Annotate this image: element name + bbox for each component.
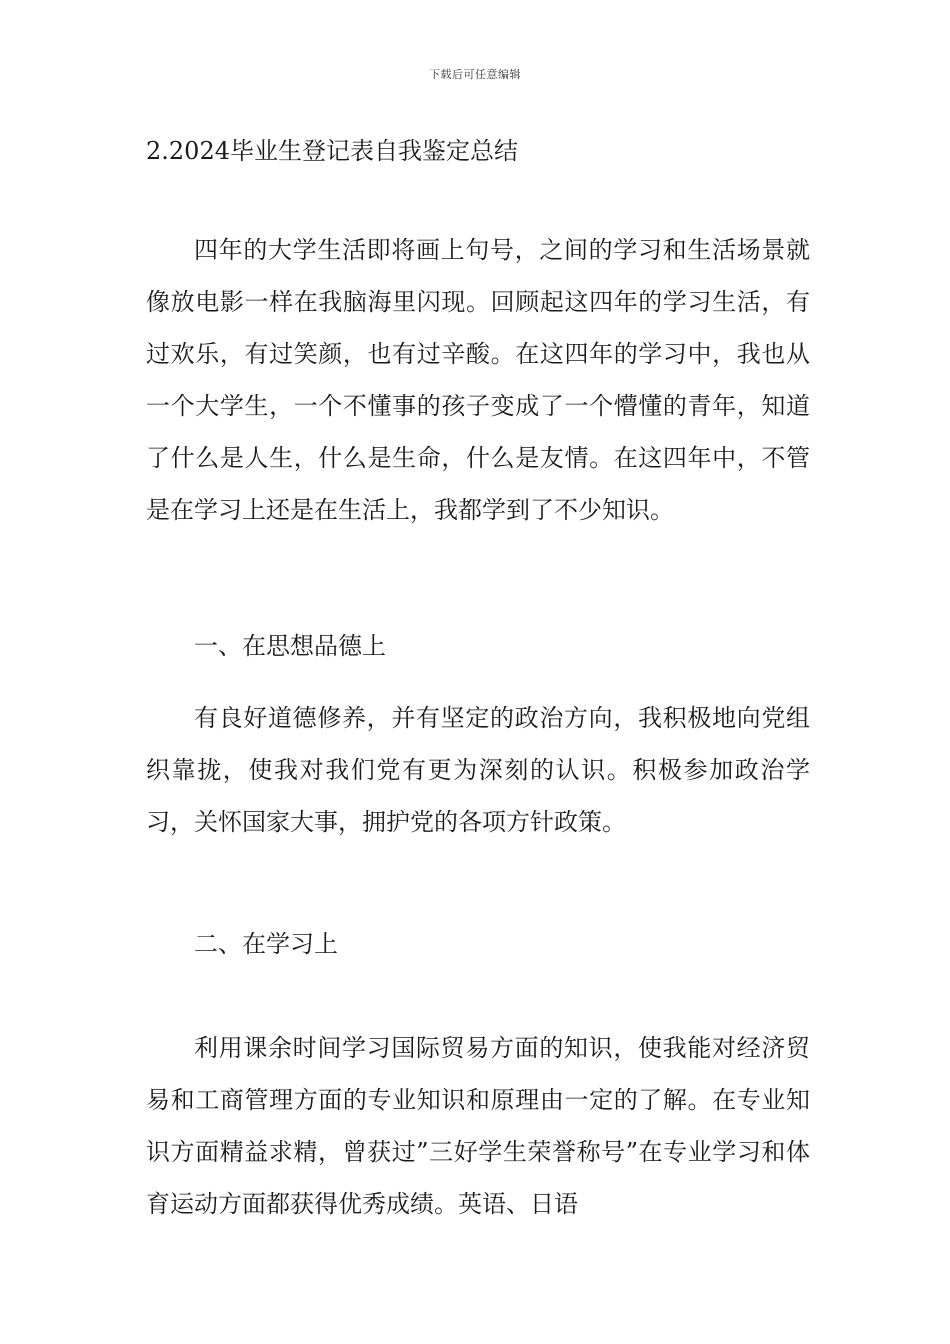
section-heading-ideology: 一、在思想品德上 — [194, 632, 386, 660]
document-title: 2.2024毕业生登记表自我鉴定总结 — [146, 137, 518, 165]
header-note: 下载后可任意编辑 — [429, 68, 521, 81]
paragraph-intro: 四年的大学生活即将画上句号，之间的学习和生活场景就像放电影一样在我脑海里闪现。回顾起这四年的学习生活，有过欢乐，有过笑颜，也有过辛酸。在这四年的学习中，我也从一个大学生，一个不懂事的孩子变成了一个懵懂的青年，知道了什么是人生，什么是生命，什么是友情。在这四年中，不管是在学习上还是在生活上，我都学到了不少知识。 — [146, 236, 810, 524]
section-heading-study: 二、在学习上 — [194, 930, 338, 958]
paragraph-ideology: 有良好道德修养，并有坚定的政治方向，我积极地向党组织靠拢，使我对我们党有更为深刻的认识。积极参加政治学习，关怀国家大事，拥护党的各项方针政策。 — [146, 704, 810, 836]
paragraph-study: 利用课余时间学习国际贸易方面的知识，使我能对经济贸易和工商管理方面的专业知识和原理由一定的了解。在专业知识方面精益求精，曾获过”三好学生荣誉称号”在专业学习和体育运动方面都获得优秀成绩。英语、日语 — [146, 1034, 810, 1218]
